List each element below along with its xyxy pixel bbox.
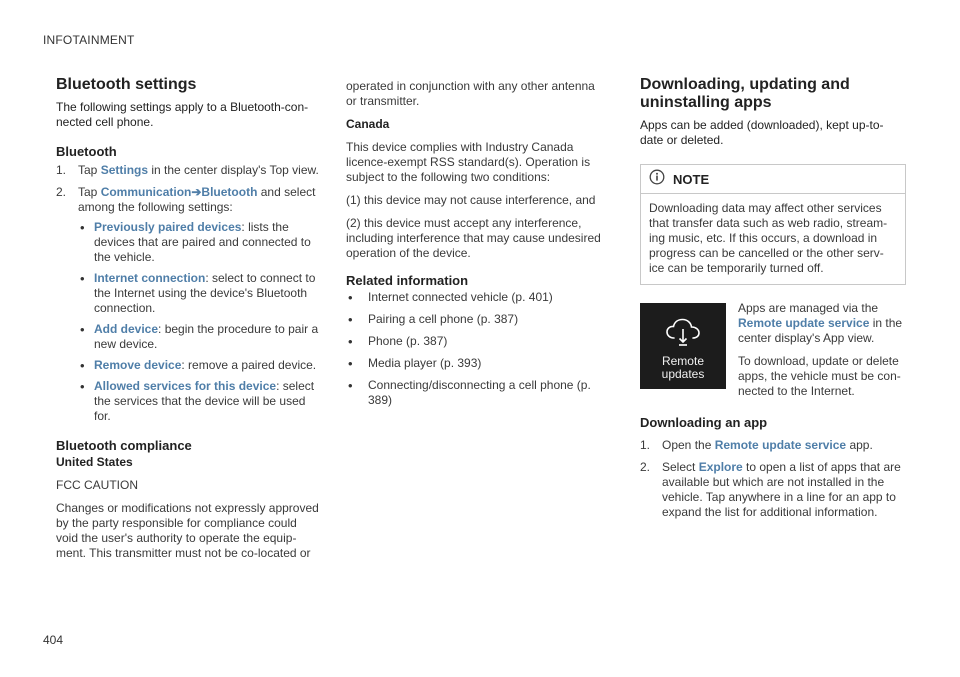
note-text: Downloading data may affect other services that transfer data such as web radio, stream- ing music, etc. If this occurs, a download in progress can be cancelled or the other serv- ice can be temporarily turned off. (649, 201, 888, 275)
internet-required-text: To download, update or delete apps, the vehicle must be con- nected to the Internet. (738, 354, 901, 398)
settings-link[interactable]: Settings (100, 163, 149, 177)
bluetooth-intro: The following settings apply to a Bluetooth-con- nected cell phone. (56, 100, 309, 129)
page-number: 404 (43, 633, 64, 647)
heading-downloading-an-app: Downloading an app (640, 415, 768, 430)
step-1 (56, 163, 322, 178)
note-header (641, 165, 905, 194)
step-text: Tap (78, 163, 101, 177)
tile-label: Remote updates (661, 354, 705, 381)
option-label[interactable]: Add device (94, 322, 159, 336)
column-3 (640, 76, 906, 527)
step-number: 1. (640, 438, 651, 452)
step-number: 2. (640, 460, 651, 474)
heading-related-information: Related information (346, 273, 469, 288)
related-list (346, 290, 608, 408)
option-text: : select the services that the device will be used for. (94, 379, 315, 423)
heading-united-states: United States (56, 455, 133, 469)
column-1 (56, 76, 322, 569)
step-text: to open a list of apps that are available but which are not installed in the vehicle. Tap anywhere in a line for an app to expand the list for additional information. (662, 460, 901, 519)
remote-update-service-link[interactable]: Remote update service (738, 316, 870, 330)
step-text: in the center display's Top view. (148, 163, 319, 177)
step-text: and select among the following settings: (78, 185, 316, 214)
step-number: 2. (56, 185, 67, 199)
us-compliance-text-continued: operated in conjunction with any other antenna or transmitter. (346, 79, 595, 108)
managed-pre: Apps are managed via the (738, 301, 879, 315)
related-link[interactable]: • Media player (p. 393) (346, 356, 608, 371)
option-label[interactable]: Allowed services for this device (94, 379, 277, 393)
communication-link[interactable]: Communication (100, 185, 192, 199)
section-title-bluetooth-settings: Bluetooth settings (56, 76, 197, 93)
note-title: NOTE (673, 171, 710, 187)
related-link[interactable]: • Phone (p. 387) (346, 334, 608, 349)
remote-update-service-link[interactable]: Remote update service (714, 438, 847, 452)
option-text: : select to connect to the Internet using the device's Bluetooth connection. (94, 271, 316, 315)
arrow-right-icon: ➔ (191, 185, 202, 199)
step-2 (56, 185, 322, 424)
managed-text (738, 301, 906, 346)
note-box (640, 164, 906, 285)
download-steps (640, 438, 906, 520)
managed-post: in the center display's App view. (738, 316, 903, 345)
related-link[interactable]: • Connecting/disconnecting a cell phone (p. 389) (346, 378, 608, 408)
bluetooth-options (78, 220, 322, 424)
condition-2: (2) this device must accept any interference, including interference that may cause undesired operation of the device. (346, 216, 601, 260)
option-allowed-services (78, 379, 322, 424)
heading-canada: Canada (346, 117, 390, 131)
step-text: Select (662, 460, 699, 474)
running-header: INFOTAINMENT (43, 33, 135, 47)
option-label[interactable]: Internet connection (94, 271, 206, 285)
option-label[interactable]: Previously paired devices (94, 220, 242, 234)
bluetooth-link[interactable]: Bluetooth (201, 185, 258, 199)
us-compliance-text: Changes or modifications not expressly approved by the party responsible for compliance could void the user's authority to operate the equip- ment. This transmitter must not be co-located or (56, 501, 319, 560)
step-text: app. (846, 438, 873, 452)
option-internet-connection (78, 271, 322, 316)
option-add-device (78, 322, 322, 352)
related-link[interactable]: • Internet connected vehicle (p. 401) (346, 290, 608, 305)
cloud-download-icon (665, 303, 701, 351)
remote-update-text (738, 301, 906, 407)
info-circle-icon (649, 169, 665, 189)
option-text: : lists the devices that are paired and connected to the vehicle. (94, 220, 311, 264)
section-title-apps: Downloading, updating and uninstalling apps (640, 76, 850, 111)
option-remove-device (78, 358, 322, 373)
apps-intro: Apps can be added (downloaded), kept up-to- date or deleted. (640, 118, 884, 147)
step-number: 1. (56, 163, 67, 177)
step-2 (640, 460, 906, 520)
step-text: Open the (662, 438, 715, 452)
column-2 (346, 79, 608, 415)
heading-bluetooth: Bluetooth (56, 144, 117, 159)
heading-bluetooth-compliance: Bluetooth compliance (56, 438, 192, 453)
option-label[interactable]: Remove device (94, 358, 182, 372)
option-text: : begin the procedure to pair a new device. (94, 322, 319, 351)
related-link[interactable]: • Pairing a cell phone (p. 387) (346, 312, 608, 327)
bluetooth-steps (56, 163, 322, 424)
step-text: Tap (78, 185, 101, 199)
canada-text: This device complies with Industry Canada licence-exempt RSS standard(s). Operation is subject to the following two conditions: (346, 140, 591, 184)
option-text: : remove a paired device. (181, 358, 317, 372)
option-previously-paired (78, 220, 322, 265)
step-1 (640, 438, 906, 453)
fcc-caution: FCC CAUTION (56, 478, 138, 492)
explore-link[interactable]: Explore (698, 460, 743, 474)
remote-updates-tile[interactable] (640, 303, 726, 389)
condition-1: (1) this device may not cause interference, and (346, 193, 596, 207)
remote-update-row (640, 301, 906, 407)
